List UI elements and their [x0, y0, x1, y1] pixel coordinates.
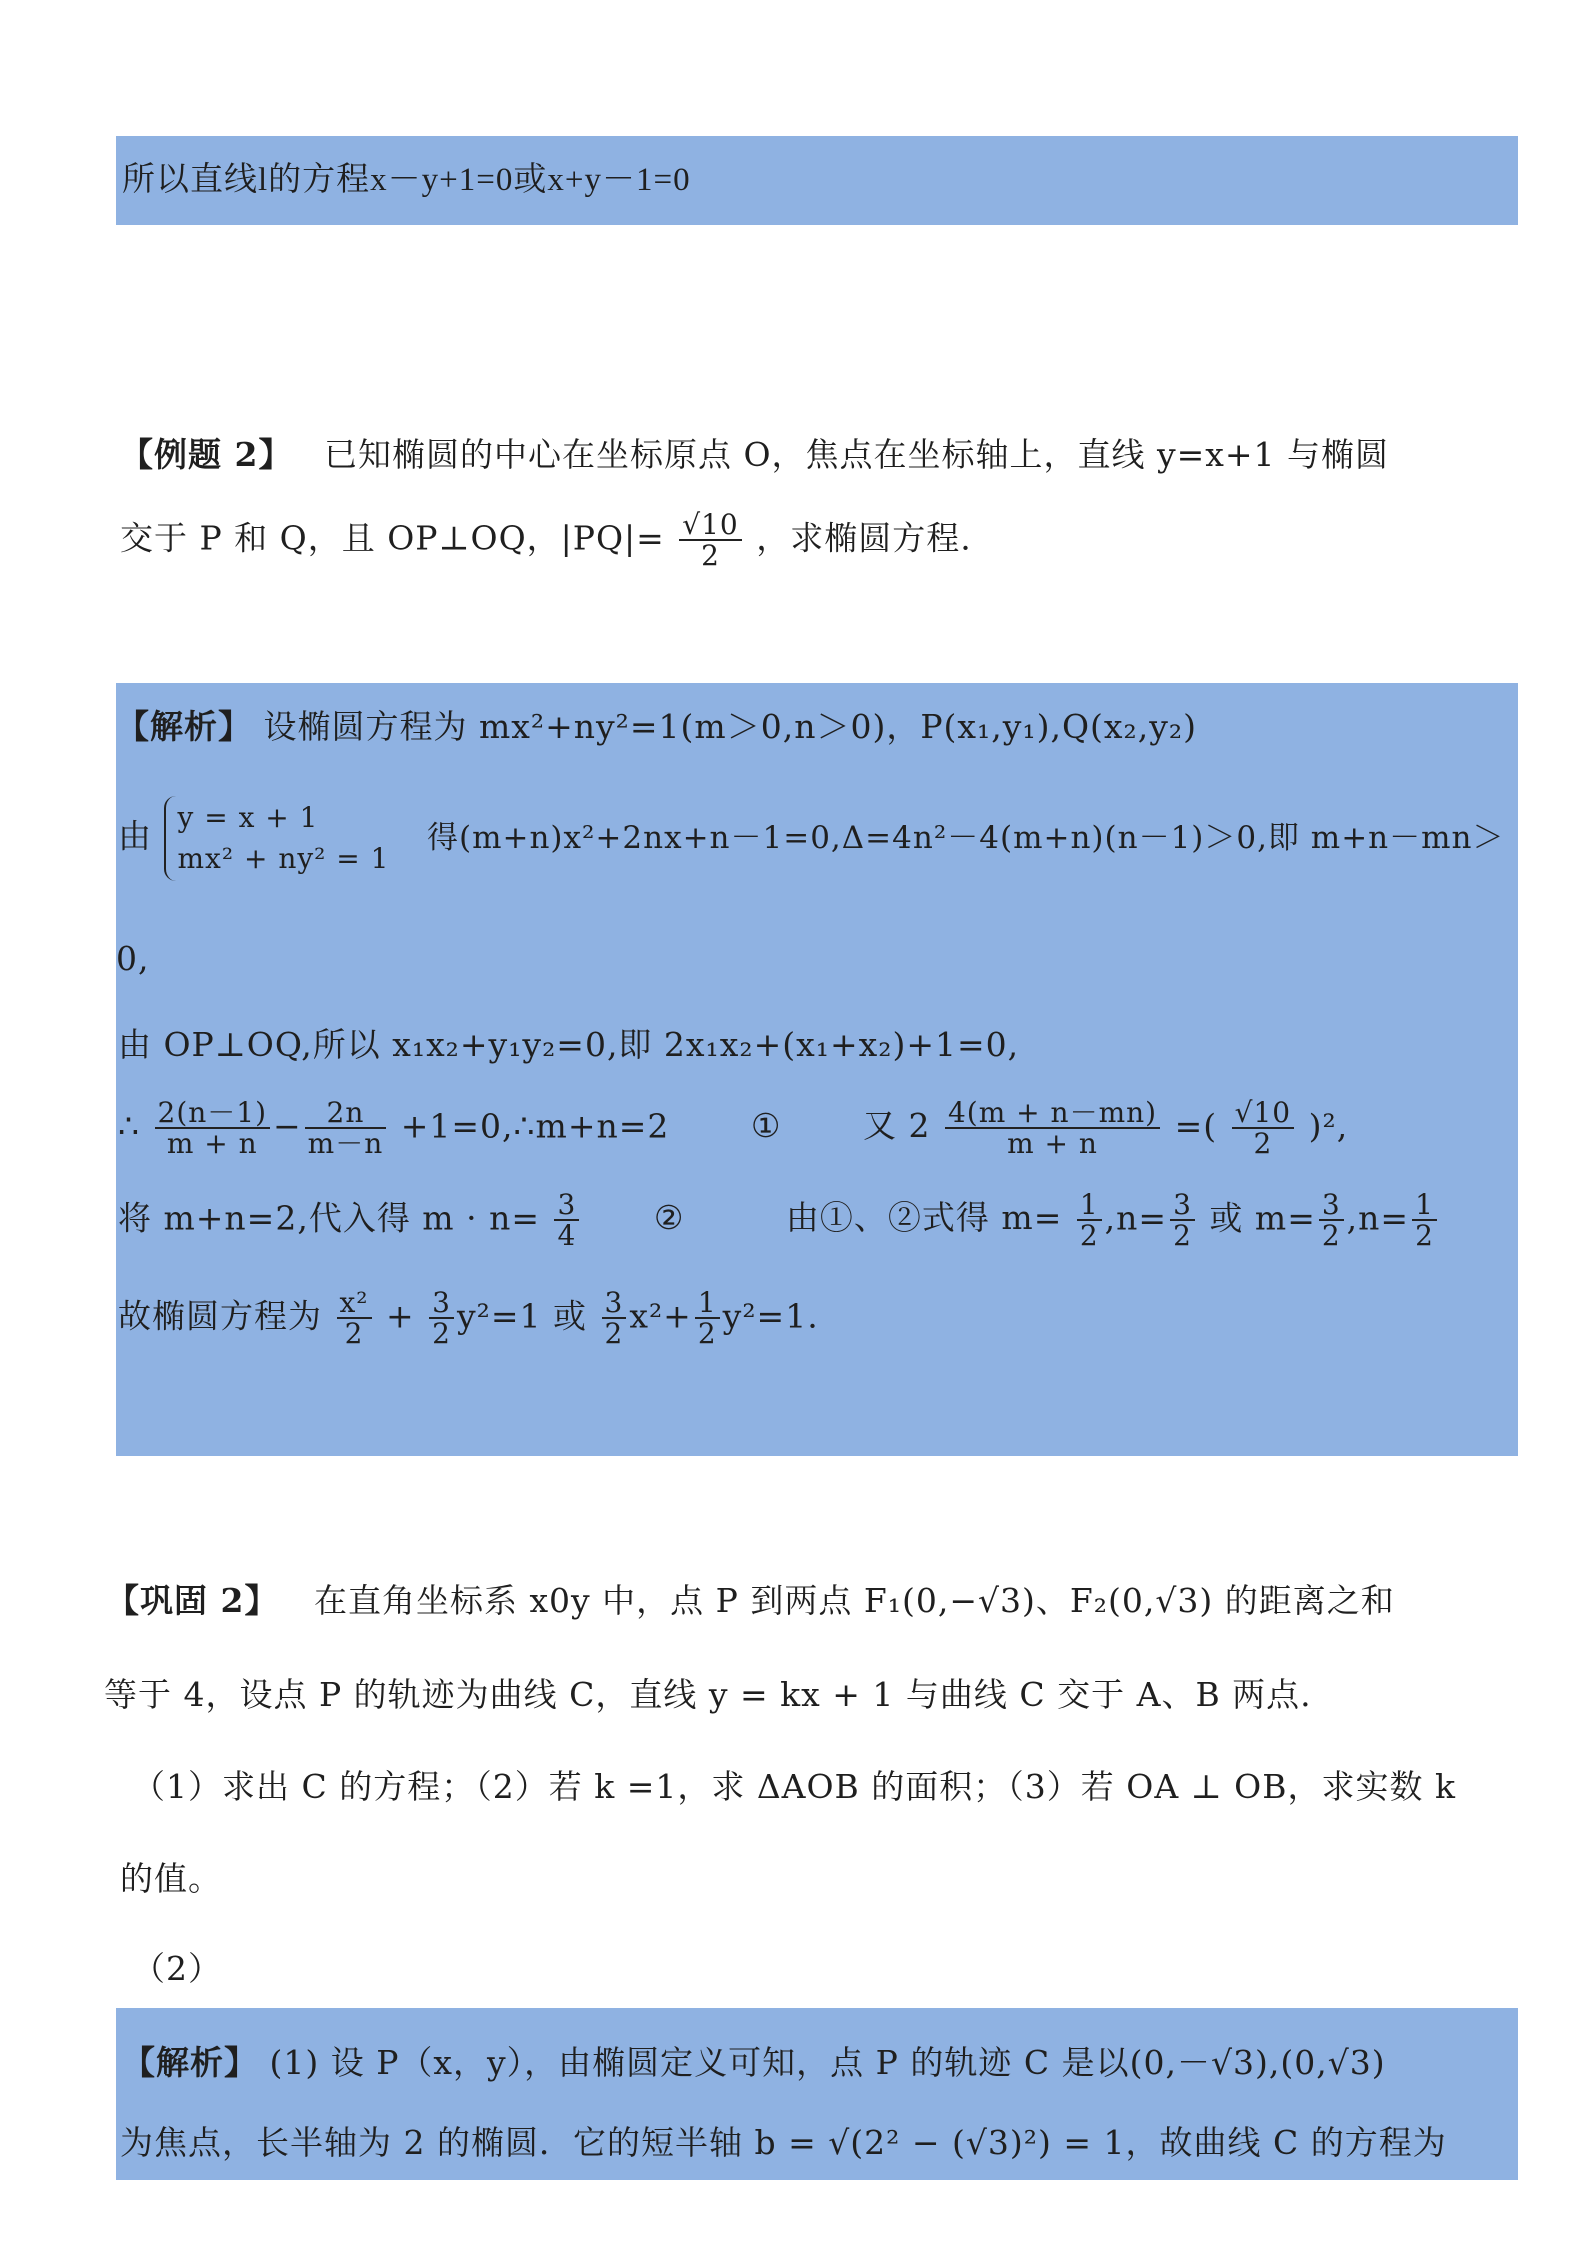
line6-frac2-den: 2	[1079, 1219, 1099, 1253]
solution2-text5g: )²,	[1308, 1106, 1349, 1146]
frac4-num: √10	[1232, 1098, 1294, 1129]
solution2-text6f: ,n=	[1346, 1198, 1410, 1238]
solution2-line6	[118, 1190, 1440, 1251]
line7-frac2	[429, 1288, 454, 1349]
line6-frac5-num: 1	[1412, 1190, 1437, 1221]
line6-frac2	[1077, 1190, 1102, 1251]
consolidate2-text1: 在直角坐标系 x0y 中，点 P 到两点 F₁(0,−√3)、F₂(0,√3) 的距离之和	[313, 1581, 1395, 1620]
solution2-frac2	[305, 1098, 387, 1159]
frac4-den: 2	[1253, 1127, 1273, 1161]
line6-frac1-den: 4	[557, 1219, 577, 1253]
solution2-text7a: 故椭圆方程为	[118, 1296, 322, 1336]
solution2-text6d: ,n=	[1104, 1198, 1168, 1238]
line6-frac2-num: 1	[1077, 1190, 1102, 1221]
frac1-den: m + n	[166, 1127, 258, 1161]
line6-frac1-num: 3	[554, 1190, 579, 1221]
therefore-symbol: ∴	[118, 1106, 140, 1146]
solution2-text6a: 将 m+n=2,代入得 m · n=	[118, 1198, 540, 1238]
circled-two: ②	[653, 1198, 685, 1238]
solution2-text7e: y²=1.	[722, 1296, 819, 1336]
top-answer-line: 所以直线l的方程x－y+1=0或x+y－1=0	[122, 162, 691, 198]
solution2-text6e: 或 m=	[1209, 1198, 1316, 1238]
example2-text2a: 交于 P 和 Q，且 OP⊥OQ，|PQ|=	[120, 518, 665, 558]
example2-tag: 【例题 2】	[120, 435, 293, 474]
solution2-line7	[118, 1288, 819, 1349]
line7-frac2-num: 3	[429, 1288, 454, 1319]
solution2-text2-pre: 由	[118, 816, 152, 856]
solution3-line2: 为焦点，长半轴为 2 的椭圆．它的短半轴 b = √(2² − (√3)²) = 1，故曲线 C 的方程为	[120, 2123, 1447, 2162]
line6-frac1	[554, 1190, 579, 1251]
frac3-num: 4(m + n－mn)	[945, 1098, 1160, 1129]
line7-frac4-den: 2	[697, 1317, 717, 1351]
frac3-den: m + n	[1007, 1127, 1098, 1161]
example2-frac-den: 2	[701, 539, 720, 573]
solution2-frac1	[155, 1098, 271, 1159]
line7-frac1-num: x²	[337, 1288, 372, 1319]
line6-frac5-den: 2	[1415, 1219, 1434, 1253]
frac2-den: m－n	[307, 1127, 384, 1161]
line7-frac4	[695, 1288, 720, 1349]
consolidate2-line4: 的值。	[120, 1859, 222, 1898]
line6-frac3	[1170, 1190, 1195, 1251]
equation-system	[164, 796, 398, 881]
solution3-tag: 【解析】	[122, 2043, 258, 2082]
solution2-frac4	[1232, 1098, 1294, 1159]
line7-frac3	[602, 1288, 627, 1349]
solution2-text6c: 由①、②式得 m=	[785, 1198, 1063, 1238]
solution2-line3: 0,	[116, 939, 150, 978]
line7-frac3-num: 3	[602, 1288, 627, 1319]
example2-text2b: ，求椭圆方程.	[756, 518, 972, 558]
solution2-line5: ∴ $\frac{2(n-1)}{m + n}$ − $\frac{2n}{m-n}$ +1=0,∴m+n=2 ① 又 2 $\frac{4(m + n-mn)}{m + n}$ =( $\frac{√10}{2}$ )²,	[118, 1096, 1349, 1161]
example2-line2	[120, 510, 972, 571]
example2-line1	[120, 436, 1389, 474]
solution2-line4: 由 OP⊥OQ,所以 x₁x₂+y₁y₂=0,即 2x₁x₂+(x₁+x₂)+1=0,	[118, 1025, 1020, 1064]
solution2-frac3	[945, 1098, 1160, 1159]
line6-frac4-num: 3	[1319, 1190, 1344, 1221]
system-eq2: mx² + ny² = 1	[177, 841, 390, 875]
solution2-text1: 设椭圆方程为 mx²+ny²=1(m＞0,n＞0)，P(x₁,y₁),Q(x₂,y₂)	[263, 707, 1197, 746]
solution2-line1	[116, 708, 1197, 746]
line6-frac3-num: 3	[1170, 1190, 1195, 1221]
example2-frac-num: √10	[679, 510, 741, 541]
frac2-num: 2n	[305, 1098, 387, 1129]
solution2-text5e: =(	[1174, 1106, 1218, 1146]
frac1-num: 2(n－1)	[155, 1098, 271, 1129]
solution2-text5d: 又 2	[862, 1106, 931, 1146]
line6-frac3-den: 2	[1173, 1219, 1192, 1253]
consolidate2-line5: （2）	[132, 1949, 222, 1988]
solution2-tag: 【解析】	[116, 707, 252, 746]
example2-fraction	[679, 510, 741, 571]
line6-frac5	[1412, 1190, 1437, 1251]
line7-frac1-den: 2	[344, 1317, 364, 1351]
example2-text1: 已知椭圆的中心在坐标原点 O，焦点在坐标轴上，直线 y=x+1 与椭圆	[323, 435, 1390, 474]
solution3-text1: (1) 设 P（x，y），由椭圆定义可知，点 P 的轨迹 C 是以(0,－√3),(0,√3)	[269, 2043, 1386, 2082]
solution2-text5b: +1=0,∴m+n=2	[400, 1106, 670, 1146]
consolidate2-line2: 等于 4，设点 P 的轨迹为曲线 C，直线 y = kx + 1 与曲线 C 交于 A、B 两点.	[104, 1675, 1312, 1714]
line7-frac4-num: 1	[695, 1288, 720, 1319]
line7-frac1	[337, 1288, 372, 1349]
system-eq1: y = x + 1	[177, 801, 319, 834]
solution2-text7c: y²=1 或	[457, 1296, 588, 1336]
solution2-text7b: +	[386, 1296, 415, 1336]
consolidate2-tag: 【巩固 2】	[106, 1581, 279, 1620]
line7-frac3-den: 2	[604, 1317, 624, 1351]
line6-frac4-den: 2	[1321, 1219, 1341, 1253]
line7-frac2-den: 2	[432, 1317, 451, 1351]
circled-one: ①	[750, 1106, 782, 1146]
consolidate2-line3: （1）求出 C 的方程；（2）若 k =1，求 ΔAOB 的面积；（3）若 OA ⊥ OB，求实数 k	[132, 1767, 1456, 1806]
consolidate2-line1	[106, 1582, 1395, 1620]
solution2-text2-post: 得(m+n)x²+2nx+n－1=0,Δ=4n²－4(m+n)(n－1)＞0,即 m+n－mn＞	[426, 819, 1505, 856]
solution2-text7d: x²+	[629, 1296, 692, 1336]
solution3-line1	[122, 2044, 1386, 2082]
solution2-line2	[118, 796, 1505, 881]
line6-frac4	[1319, 1190, 1344, 1251]
